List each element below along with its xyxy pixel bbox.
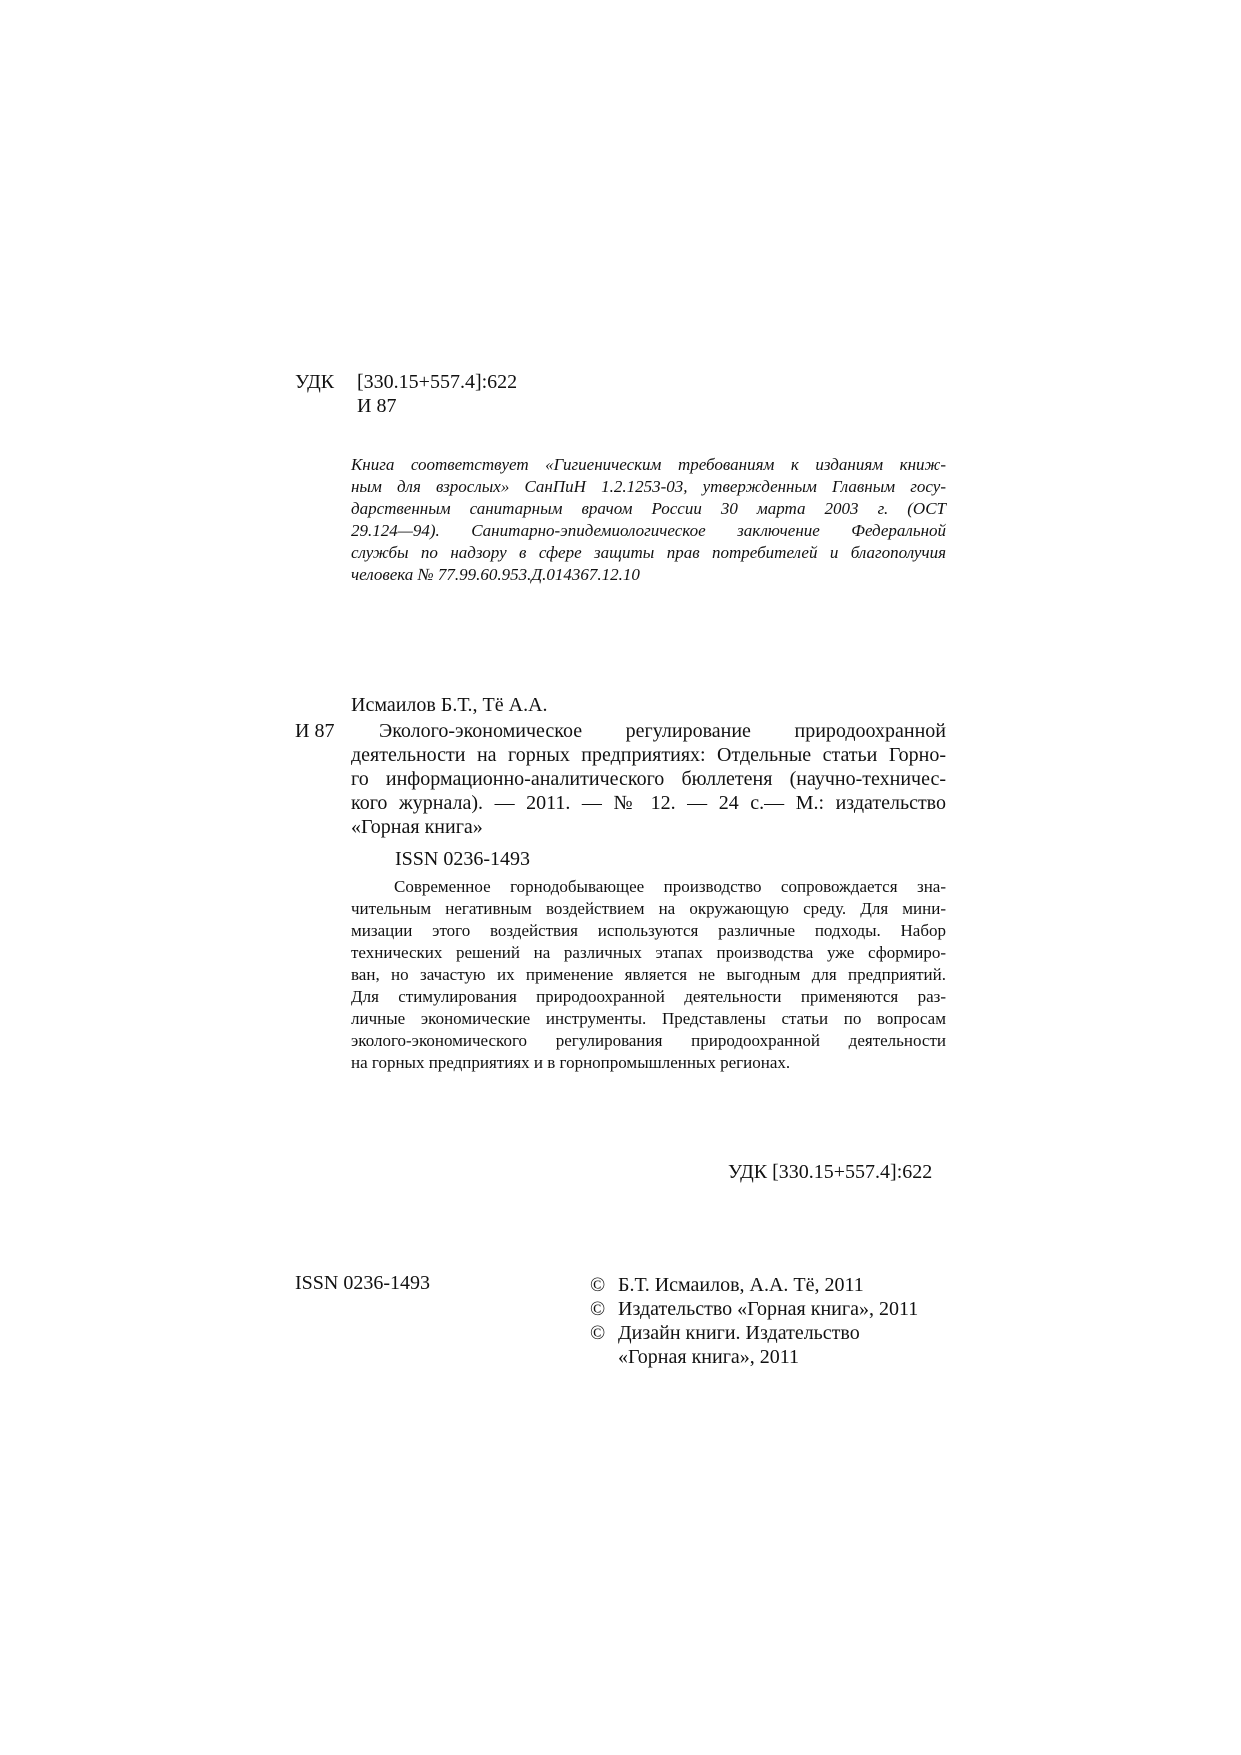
copyright-icon: © bbox=[590, 1322, 606, 1344]
udk-label: УДК bbox=[295, 371, 335, 393]
copyright-text: Б.Т. Исмаилов, А.А. Тё, 2011 bbox=[618, 1274, 864, 1296]
issn: ISSN 0236-1493 bbox=[395, 848, 531, 870]
notice-line: 29.124—94). Санитарно-эпидемиологическое заключение Федеральной bbox=[351, 521, 946, 540]
udk-code: [330.15+557.4]:622 bbox=[357, 371, 518, 393]
copyright-icon: © bbox=[590, 1298, 606, 1320]
author-cipher: И 87 bbox=[295, 720, 335, 742]
notice-line: дарственным санитарным врачом России 30 марта 2003 г. (ОСТ bbox=[351, 499, 946, 518]
notice-line: человека № 77.99.60.953.Д.014367.12.10 bbox=[351, 565, 640, 584]
abstract-line: Современное горнодобывающее производство сопровождается зна- bbox=[394, 877, 946, 896]
copyright-block bbox=[590, 1273, 970, 1369]
abstract-line: Для стимулирования природоохранной деятельности применяются раз- bbox=[351, 987, 946, 1006]
abstract-line: эколого-экономического регулирования природоохранной деятельности bbox=[351, 1031, 946, 1050]
abstract-line: мизации этого воздействия используются различные подходы. Набор bbox=[351, 921, 946, 940]
notice-line: ным для взрослых» СанПиН 1.2.1253-03, утвержденным Главным госу- bbox=[351, 477, 946, 496]
copyright-line bbox=[590, 1297, 970, 1321]
bibliographic-description bbox=[351, 719, 946, 839]
bibliographic-line: кого журнала). — 2011. — № 12. — 24 с.— М.: издательство bbox=[351, 792, 946, 814]
hygiene-notice bbox=[351, 454, 946, 586]
abstract-line: чительным негативным воздействием на окружающую среду. Для мини- bbox=[351, 899, 946, 918]
authors: Исмаилов Б.Т., Тё А.А. bbox=[351, 694, 548, 716]
copyright-icon: © bbox=[590, 1274, 606, 1296]
copyright-text: Дизайн книги. Издательство «Горная книга», 2011 bbox=[618, 1322, 860, 1368]
bibliographic-line: «Горная книга» bbox=[351, 816, 483, 838]
abstract bbox=[351, 876, 946, 1074]
bibliographic-line: деятельности на горных предприятиях: Отдельные статьи Горно- bbox=[351, 744, 946, 766]
bibliographic-line: го информационно-аналитического бюллетеня (научно-техничес- bbox=[351, 768, 946, 790]
abstract-line: технических решений на различных этапах производства уже сформиро- bbox=[351, 943, 946, 962]
notice-line: службы по надзору в сфере защиты прав потребителей и благополучия bbox=[351, 543, 946, 562]
copyright-line bbox=[590, 1321, 878, 1369]
copyright-text: Издательство «Горная книга», 2011 bbox=[618, 1298, 919, 1320]
issn-footer: ISSN 0236-1493 bbox=[295, 1272, 431, 1294]
udk-line bbox=[295, 370, 517, 394]
copyright-line bbox=[590, 1273, 970, 1297]
bibliographic-line: Эколого-экономическое регулирование природоохранной bbox=[379, 720, 946, 742]
abstract-line: ван, но зачастую их применение является не выгодным для предприятий. bbox=[351, 965, 946, 984]
udk-header bbox=[295, 370, 517, 418]
udk-footer: УДК [330.15+557.4]:622 bbox=[728, 1161, 933, 1183]
abstract-line: личные экономические инструменты. Представлены статьи по вопросам bbox=[351, 1009, 946, 1028]
notice-line: Книга соответствует «Гигиеническим требованиям к изданиям книж- bbox=[351, 455, 946, 474]
author-mark: И 87 bbox=[357, 395, 397, 417]
abstract-line: на горных предприятиях и в горнопромышленных регионах. bbox=[351, 1053, 791, 1072]
